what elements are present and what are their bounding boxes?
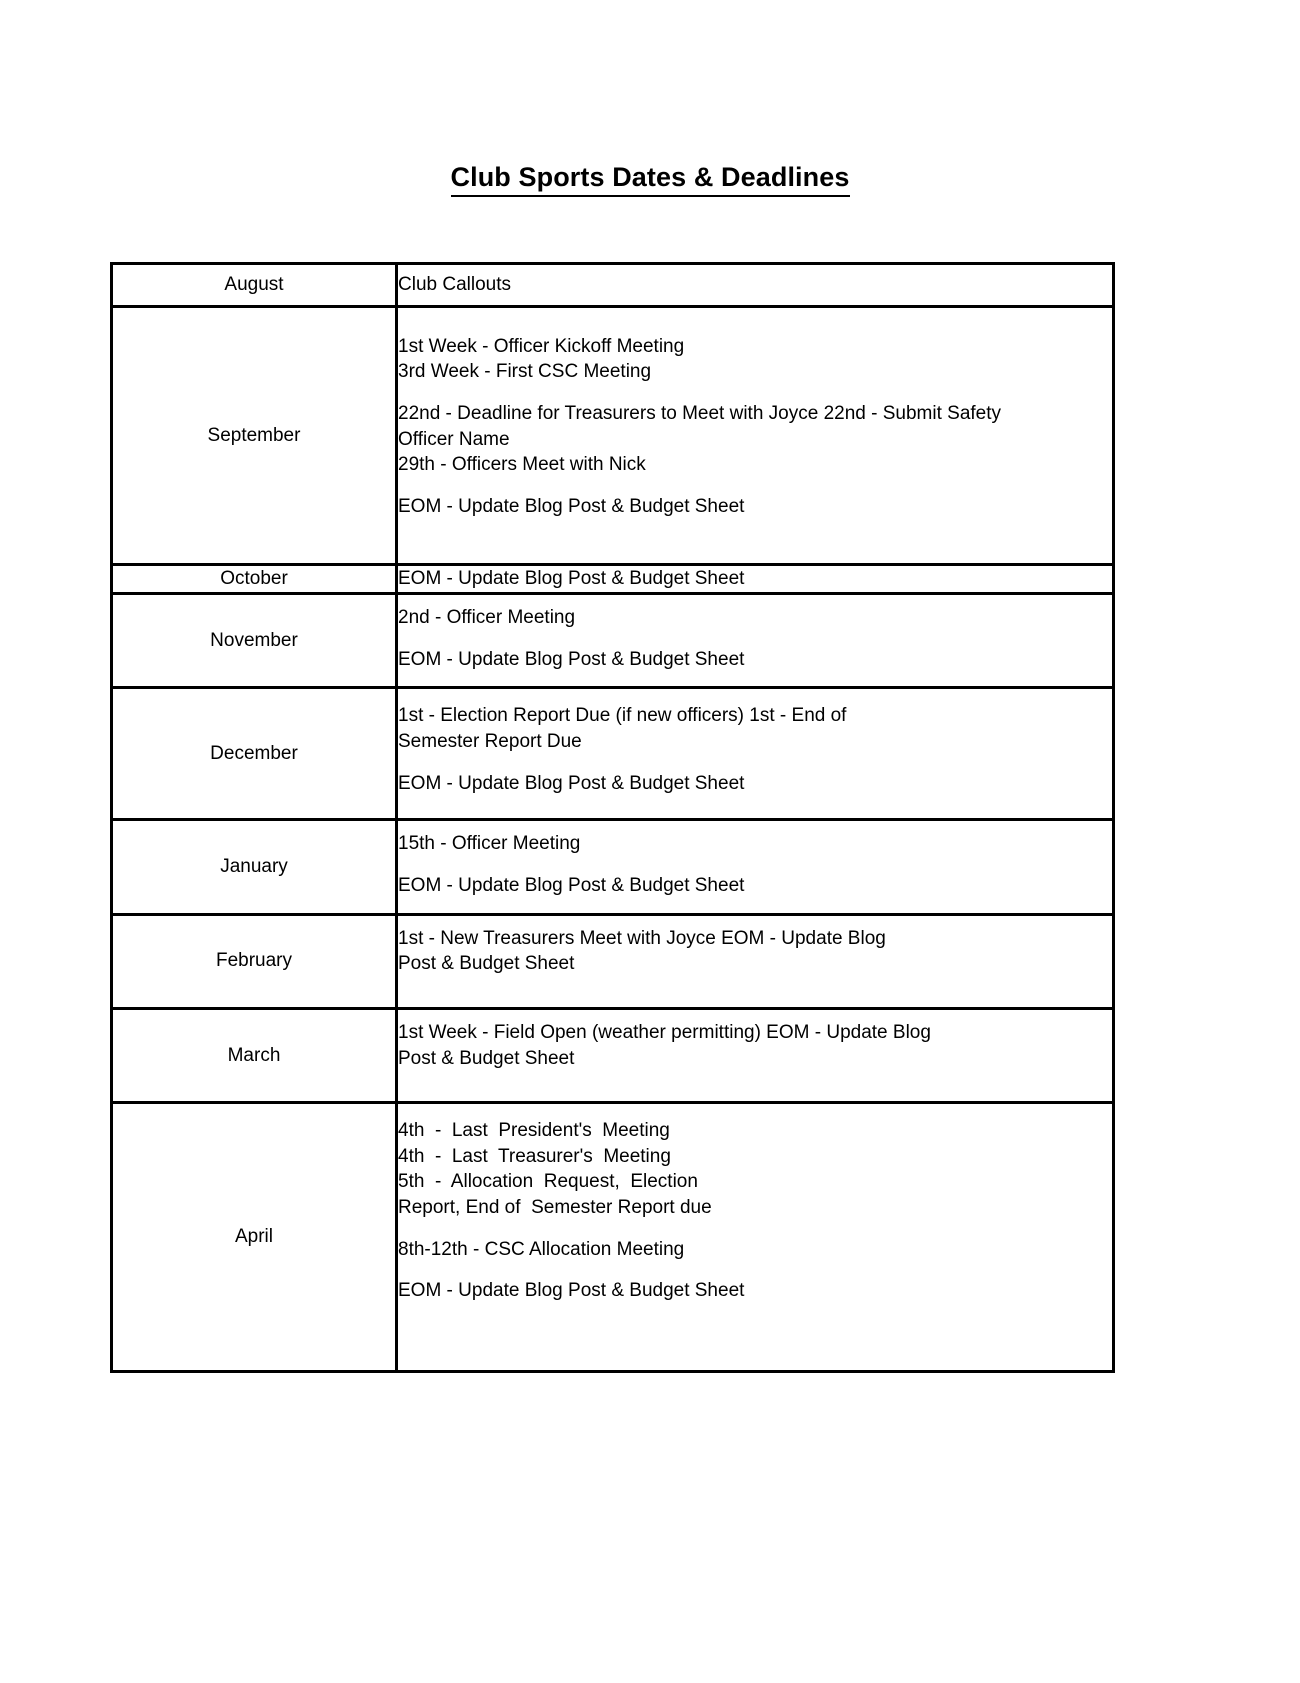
detail-line: 3rd Week - First CSC Meeting (398, 361, 652, 383)
page-title (0, 162, 1300, 197)
month-label: March (227, 1044, 281, 1066)
detail-line: Semester Report Due (398, 731, 582, 753)
month-cell-march (112, 1008, 397, 1102)
dates-deadlines-table (110, 262, 1115, 1373)
month-cell-december (112, 688, 397, 820)
detail-line: EOM - Update Blog Post & Budget Sheet (398, 648, 745, 670)
detail-line: Report, End of Semester Report due (398, 1197, 712, 1219)
detail-cell-february (397, 914, 1114, 1008)
detail-cell-october (397, 565, 1114, 594)
page-title-text: Club Sports Dates & Deadlines (451, 162, 850, 197)
month-label: November (210, 629, 298, 651)
detail-cell-november (397, 594, 1114, 688)
detail-line: 8th-12th - CSC Allocation Meeting (398, 1238, 685, 1260)
month-cell-august (112, 264, 397, 307)
month-label: August (224, 274, 284, 295)
detail-line: 1st - New Treasurers Meet with Joyce EOM - Update Blog (398, 927, 886, 949)
table-body (112, 264, 1114, 1372)
detail-line: 5th - Allocation Request, Election (398, 1171, 698, 1193)
month-cell-january (112, 820, 397, 914)
detail-line: 22nd - Deadline for Treasurers to Meet with Joyce 22nd - Submit Safety (398, 402, 1002, 424)
month-label: April (234, 1226, 273, 1248)
detail-cell-september (397, 306, 1114, 565)
month-cell-october (112, 565, 397, 594)
detail-cell-march (397, 1008, 1114, 1102)
table-row (112, 820, 1114, 914)
detail-line: Post & Budget Sheet (398, 953, 575, 975)
table-row (112, 914, 1114, 1008)
detail-line: EOM - Update Blog Post & Budget Sheet (398, 495, 745, 517)
detail-line: Club Callouts (398, 274, 511, 295)
detail-line: EOM - Update Blog Post & Budget Sheet (398, 1280, 745, 1302)
month-cell-november (112, 594, 397, 688)
detail-line: 2nd - Officer Meeting (398, 607, 576, 629)
month-label: December (210, 743, 298, 765)
detail-line: 1st - Election Report Due (if new officers) 1st - End of (398, 705, 847, 727)
month-label: February (215, 950, 293, 972)
detail-line: EOM - Update Blog Post & Budget Sheet (398, 874, 745, 896)
schedule-table-wrapper (110, 262, 1106, 1373)
table-row (112, 264, 1114, 307)
month-label: October (220, 568, 288, 590)
detail-cell-april (397, 1103, 1114, 1372)
detail-cell-january (397, 820, 1114, 914)
detail-line: 1st Week - Field Open (weather permitting) EOM - Update Blog (398, 1021, 931, 1043)
detail-line: 1st Week - Officer Kickoff Meeting (398, 335, 685, 357)
detail-line: 15th - Officer Meeting (398, 833, 581, 855)
month-label: January (220, 856, 288, 878)
detail-line: Officer Name (398, 428, 510, 450)
table-row (112, 1103, 1114, 1372)
month-cell-april (112, 1103, 397, 1372)
detail-line: 4th - Last Treasurer's Meeting (398, 1145, 671, 1167)
table-row (112, 565, 1114, 594)
detail-line: 4th - Last President's Meeting (398, 1120, 670, 1142)
table-row (112, 594, 1114, 688)
detail-line: 29th - Officers Meet with Nick (398, 454, 646, 476)
detail-line: EOM - Update Blog Post & Budget Sheet (398, 568, 745, 590)
table-row (112, 1008, 1114, 1102)
detail-line: EOM - Update Blog Post & Budget Sheet (398, 772, 745, 794)
table-row (112, 306, 1114, 565)
detail-cell-august (397, 264, 1114, 307)
month-cell-february (112, 914, 397, 1008)
month-cell-september (112, 306, 397, 565)
table-row (112, 688, 1114, 820)
month-label: September (207, 424, 301, 446)
detail-line: Post & Budget Sheet (398, 1047, 575, 1069)
detail-cell-december (397, 688, 1114, 820)
